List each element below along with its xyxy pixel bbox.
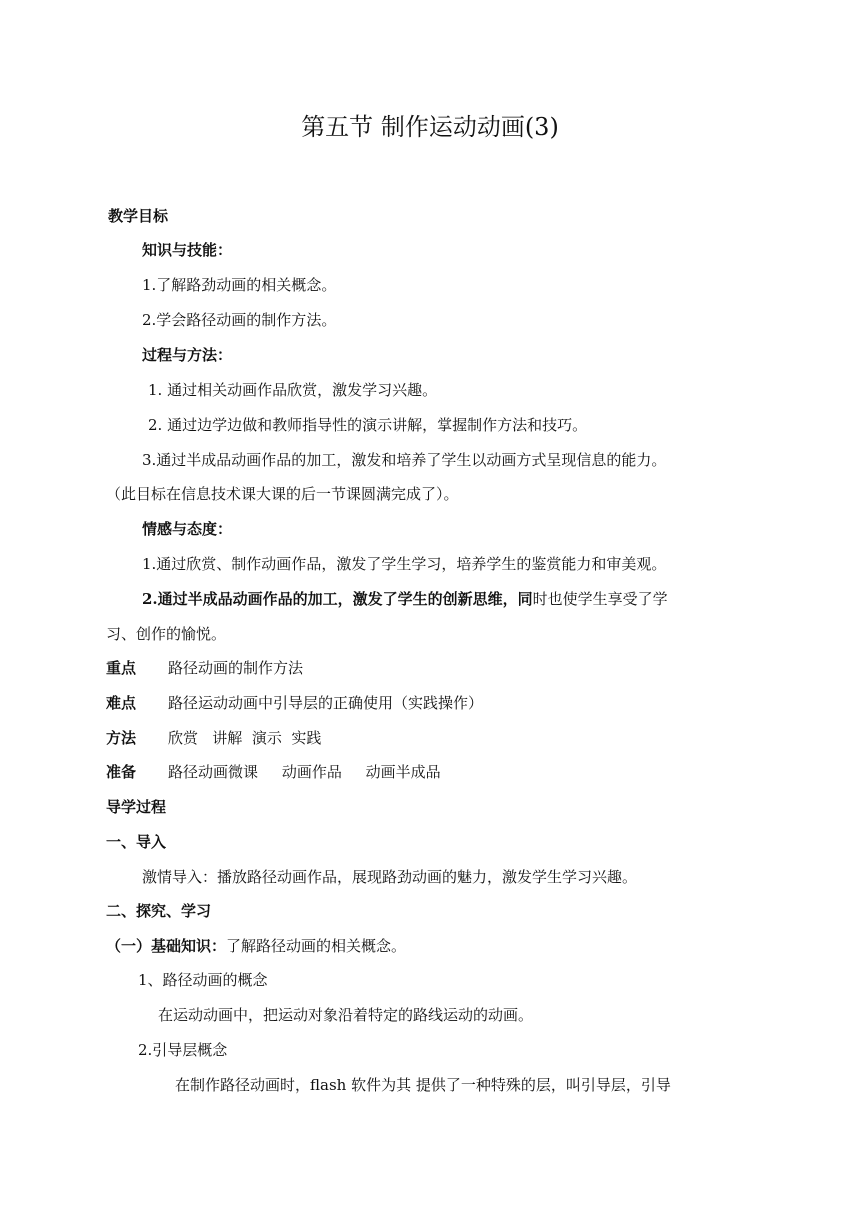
section2-heading: 二、探究、学习 [106,902,212,920]
item2-text: 在制作路径动画时，flash 软件为其 提供了一种特殊的层，叫引导层，引导 [175,1076,671,1094]
item1-heading: 1、路径动画的概念 [138,971,268,989]
process-item: 2. 通过边学边做和教师指导性的演示讲解，掌握制作方法和技巧。 [148,416,588,434]
section1-heading: 一、导入 [106,833,167,851]
knowledge-heading: 知识与技能： [142,241,233,259]
section1-text: 激情导入：播放路径动画作品，展现路劲动画的魅力，激发学生学习兴趣。 [142,868,638,886]
emotion-item [142,589,668,609]
item2-heading: 2.引导层概念 [138,1041,228,1059]
emotion-item-bold: 2.通过半成品动画作品的加工，激发了学生的创新思维，同 [142,590,533,608]
sub1-heading [106,936,406,956]
difficulty-label: 难点 [106,694,137,712]
emotion-item-cont: 习、创作的愉悦。 [106,625,227,643]
method-label: 方法 [106,729,137,747]
item1-text: 在运动动画中，把运动对象沿着特定的路线运动的动画。 [158,1006,534,1024]
emotion-item: 1.通过欣赏、制作动画作品，激发了学生学习，培养学生的鉴赏能力和审美观。 [142,555,667,573]
preparation-text: 路径动画微课 动画作品 动画半成品 [168,763,441,781]
sub1-bold: （一）基础知识： [106,937,227,955]
key-point-label: 重点 [106,659,137,677]
process-item: 1. 通过相关动画作品欣赏，激发学习兴趣。 [148,381,438,399]
process-item-note: （此目标在信息技术课大课的后一节课圆满完成了）。 [106,485,459,503]
knowledge-item: 1.了解路劲动画的相关概念。 [142,276,337,294]
sub1-rest: 了解路径动画的相关概念。 [226,937,407,955]
emotion-item-rest: 时也使学生享受了学 [532,590,668,608]
objectives-heading: 教学目标 [108,207,169,225]
preparation-label: 准备 [106,763,137,781]
difficulty-text: 路径运动动画中引导层的正确使用（实践操作） [168,694,484,712]
process-item: 3.通过半成品动画作品的加工，激发和培养了学生以动画方式呈现信息的能力。 [142,451,667,469]
page-title: 第五节 制作运动动画(3) [301,113,559,141]
knowledge-item: 2.学会路径动画的制作方法。 [142,311,337,329]
emotion-heading: 情感与态度： [142,520,233,538]
process-section-heading: 导学过程 [106,798,167,816]
method-text: 欣赏 讲解 演示 实践 [168,729,322,747]
key-point-text: 路径动画的制作方法 [168,659,304,677]
process-heading: 过程与方法： [142,346,233,364]
